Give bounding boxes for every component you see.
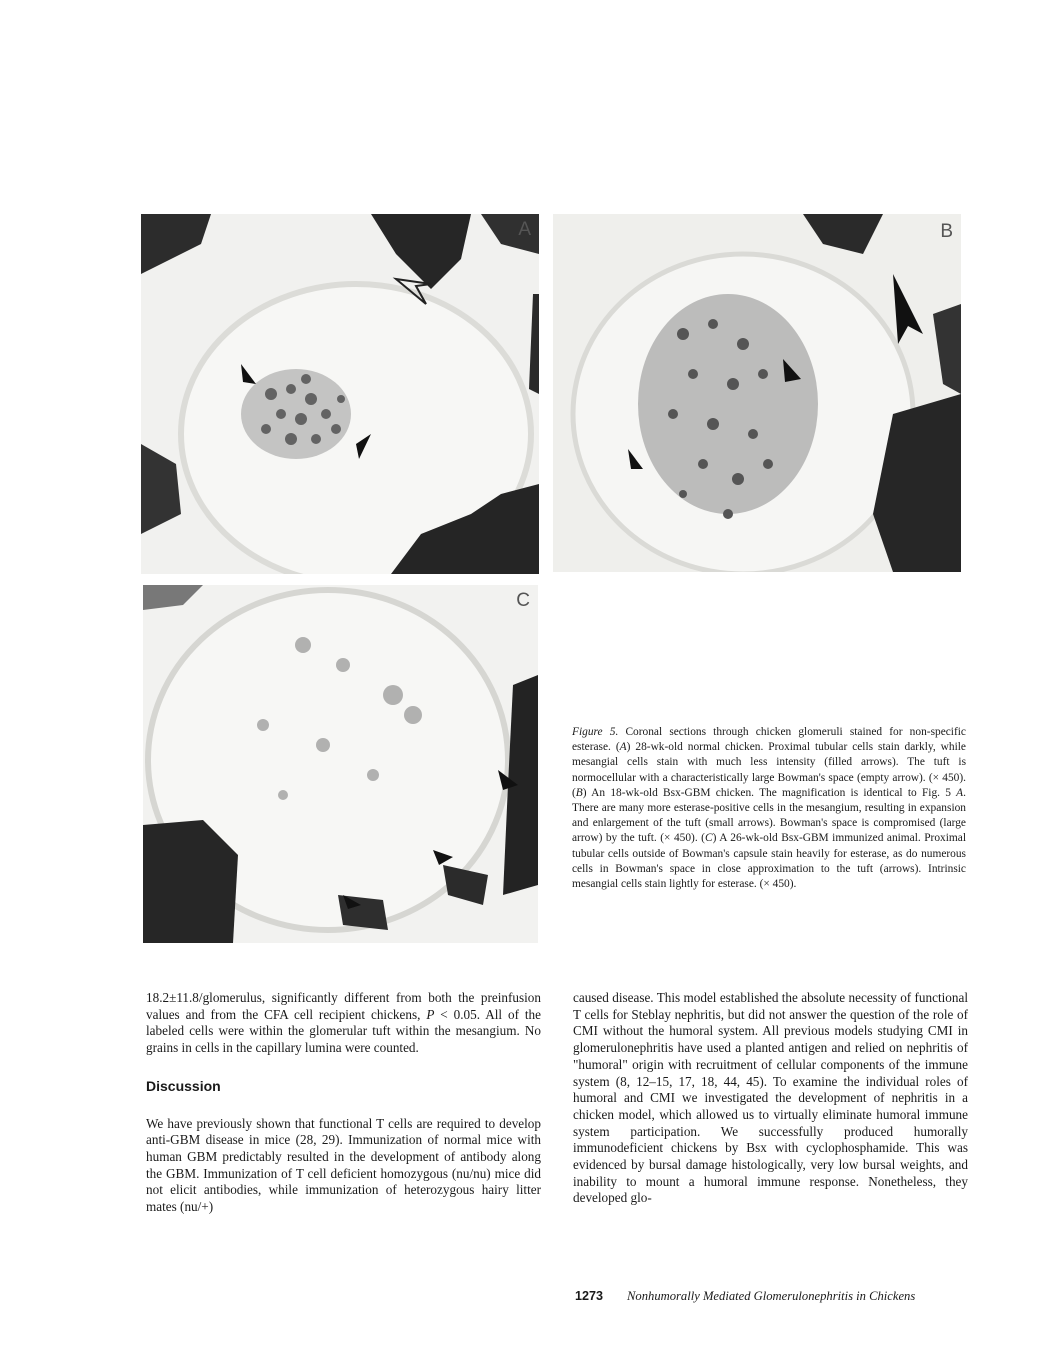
running-title: Nonhumorally Mediated Glomerulonephritis in Chickens bbox=[627, 1289, 916, 1303]
caption-ref-a2: A bbox=[956, 786, 964, 799]
section-heading-discussion: Discussion bbox=[146, 1077, 221, 1094]
paragraph-discussion-2: caused disease. This model established the absolute necessity of functional T cells for Steblay nephritis, but did not answer the question of the role of CMI without the humoral system. All previous models studying CMI in glomerulonephritis have used a planted antigen and relied on nephritis of "humoral" origin with recruitment of cellular components of the immune system (8, 12–15, 17, 18, 44, 45). To examine the individual roles of humoral and CMI we investigated the development of nephritis in a chicken model, which allowed us to virtually eliminate humoral immune system participation. We successfully produced humorally immunodeficient chickens by Bsx with cyclophosphamide. This was evidenced by bursal damage histologically, very low bursal weights, and inability to mount a humoral immune response. Nonetheless, they developed glo- bbox=[573, 990, 968, 1206]
caption-text-4: . There are many more esterase-positive cells in the mesangium, resulting in expansion and enlargement of the tuft (small arrows). Bowman's space is compromised (large arrow) by the tuft. (× 450). ( bbox=[572, 786, 966, 845]
page-footer bbox=[575, 1289, 975, 1304]
figure-caption bbox=[572, 725, 966, 892]
figure-panel-c bbox=[143, 585, 538, 943]
caption-ref-a: A bbox=[619, 741, 627, 754]
caption-ref-c: C bbox=[704, 832, 713, 845]
paragraph-discussion-1: We have previously shown that functional T cells are required to develop anti-GBM disease in mice (28, 29). Immunization of normal mice with human GBM predictably resulted in the development of antibody along the GBM. Immunization of T cell deficient homozygous (nu/nu) mice did not elicit antibodies, while immunization of heterozygous hairy litter mates (nu/+) bbox=[146, 1115, 541, 1215]
figure-panel-b bbox=[553, 214, 961, 572]
micrograph-b-image bbox=[553, 214, 961, 572]
body-column-right bbox=[573, 990, 968, 1207]
micrograph-c-image bbox=[143, 585, 538, 943]
caption-text-2: ) 28-wk-old normal chicken. Proximal tubular cells stain darkly, while mesangial cells stain with much less intensity (filled arrows). The tuft is normocellular with a characteristically large Bowman's space (empty arrow). (× 450). ( bbox=[572, 741, 966, 799]
caption-text-3: ) An 18-wk-old Bsx-GBM chicken. The magnification is identical to Fig. 5 bbox=[582, 786, 957, 799]
caption-text-5: ) A 26-wk-old Bsx-GBM immunized animal. Proximal tubular cells outside of Bowman's capsule stain heavily for esterase, as do numerous cells in Bowman's space in close approximation to the tuft (arrows). Intrinsic mesangial cells stain lightly for esterase. (× 450). bbox=[572, 832, 966, 891]
panel-letter-b: B bbox=[940, 221, 953, 242]
figure-panel-a bbox=[141, 214, 539, 574]
page-number: 1273 bbox=[575, 1289, 604, 1303]
caption-ref-b: B bbox=[575, 786, 583, 799]
body-column-left bbox=[146, 990, 541, 1216]
panel-letter-c: C bbox=[516, 590, 530, 611]
caption-text-1: Coronal sections through chicken glomeruli stained for non-specific esterase. ( bbox=[572, 726, 966, 754]
panel-letter-a: A bbox=[518, 219, 531, 240]
paragraph-results-end: 18.2±11.8/glomerulus, significantly different from both the preinfusion values and from the CFA cell recipient chickens, P < 0.05. All of the labeled cells were within the glomerular tuft within the mesangium. No grains in cells in the capillary lumina were counted. bbox=[146, 990, 541, 1056]
figure-label: Figure 5. bbox=[572, 726, 619, 738]
micrograph-a-image bbox=[141, 214, 539, 574]
